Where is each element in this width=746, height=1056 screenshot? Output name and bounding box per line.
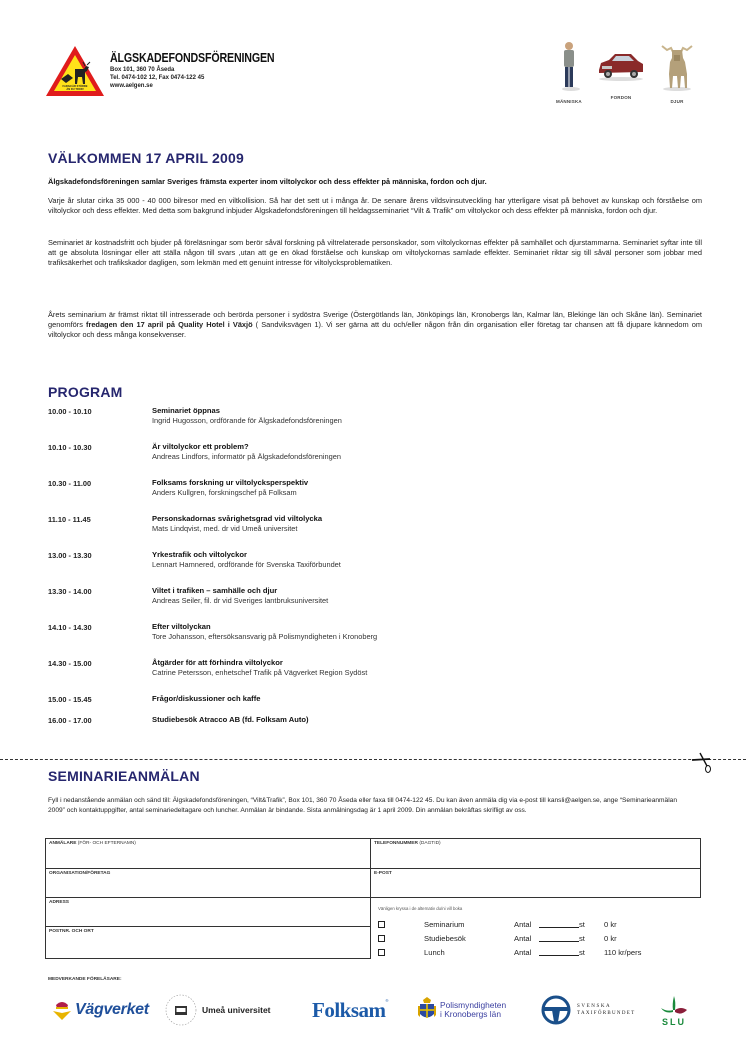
police-coat-of-arms-icon — [417, 997, 437, 1023]
seminarium-checkbox[interactable] — [378, 921, 385, 928]
steering-wheel-icon — [540, 995, 572, 1025]
program-item — [48, 715, 468, 733]
address-field-label: ADRESS — [49, 900, 69, 905]
option-name: Lunch — [424, 948, 445, 957]
organization-address: Box 101, 360 70 Åseda — [110, 67, 175, 73]
program-time: 15.00 - 15.45 — [48, 695, 92, 704]
option-price: 110 kr/pers — [604, 948, 642, 957]
email-field-label: E-POST — [374, 871, 392, 876]
program-session-title: Personskadornas svårighetsgrad vid viltolycka — [152, 514, 323, 523]
vagverket-logo-text: Vägverket — [75, 1001, 149, 1018]
partners-label: MEDVERKANDE FÖRELÄSARE: — [48, 977, 122, 982]
program-session-title: Viltet i trafiken – samhälle och djur — [152, 586, 278, 595]
picture-caption-human: MÄNNISKA — [556, 99, 582, 104]
registered-mark-icon: ® — [385, 998, 389, 1003]
program-item — [48, 406, 468, 442]
umea-seal-icon — [164, 993, 198, 1027]
lunch-checkbox[interactable] — [378, 949, 385, 956]
program-title: PROGRAM — [48, 384, 123, 400]
partner-slu — [659, 990, 689, 1030]
welcome-paragraph-2: Seminariet är kostnadsfritt och bjuder på föreläsningar som berör såväl forskning på viltrelaterade personskador, som viltolyckornas effekter på samhället och djurstammarna. Seminariet syftar inte till att ge absoluta lösningar eller att ställa någon till svars ,utan att ge en ökad förståelse och kunskap om viltolyckornas samlade effekter. Seminariet riktar sig till såväl personer som jobbar med trafiksäkerhet och trafikskador dagligen, som lekmän med ett genuint intresse för viltolycksproblematiken. — [48, 238, 702, 267]
studiebesok-quantity-input[interactable] — [539, 941, 579, 942]
program-time: 10.00 - 10.10 — [48, 407, 92, 416]
program-session-title: Folksams forskning ur viltolycksperspektiv — [152, 478, 309, 487]
sign-text-1: FARAN ÄR STÖRRE — [62, 85, 88, 88]
email-field[interactable] — [370, 868, 701, 898]
program-speaker: Ingrid Hugosson, ordförande för Älgskadefondsföreningen — [152, 416, 342, 425]
welcome-lead: Älgskadefondsföreningen samlar Sveriges främsta experter inom viltolyckor och dess effekter på människa, fordon och djur. — [48, 177, 487, 186]
scissors-icon — [690, 751, 716, 775]
option-unit: st — [579, 920, 585, 929]
registration-instructions: Fyll i nedanstående anmälan och sänd till: Älgskadefondsföreningen, “Vilt&Trafik”, Box 101, 360 70 Åseda eller faxa till 0474-122 45. Du kan även anmäla dig via e-post till kansli@aelgen.se, ange “Seminarieanmälan 2009” och kontaktuppgifter, antal seminariedeltagare och luncher. Anmälan är bindande. Sista anmälningsdag är 1 april 2009. Din anmälan bekräftas skrifligt av oss. — [48, 797, 678, 815]
program-speaker: Andreas Seiler, fil. dr vid Sveriges lantbruksuniversitet — [152, 596, 329, 605]
vagverket-crown-icon — [52, 999, 72, 1021]
option-price: 0 kr — [604, 920, 617, 929]
taxi-logo-line-2: TAXIFÖRBUNDET — [577, 1011, 636, 1016]
partner-folksam — [312, 990, 388, 1030]
address-field[interactable] — [45, 897, 371, 927]
slu-logo-text: SLU — [662, 1016, 686, 1027]
picture-caption-moose: DJUR — [670, 99, 684, 104]
form-divider — [370, 897, 371, 959]
program-session-title: Efter viltolyckan — [152, 622, 211, 631]
umea-logo-text: Umeå universitet — [202, 1005, 271, 1015]
moose-icon — [659, 40, 695, 92]
partner-polismyndigheten — [417, 990, 506, 1030]
organization-name: ÄLGSKADEFONDSFÖRENINGEN — [110, 50, 275, 65]
welcome-paragraph-1: Varje år slutar cirka 35 000 - 40 000 bilresor med en viltkollision. Så har det sett ut i många år. De senare årens vildsvinsutveckling har ytterligare visat på behovet av kunskap och förståelse om viltolyckor och dess effekter. Med detta som bakgrund inbjuder Älgskadefondsföreningen till heldagsseminariet “Vilt & Trafik” om viltolyckor och dess effekter på människa, fordon och djur. — [48, 196, 702, 215]
name-field[interactable] — [45, 838, 371, 869]
picture-human — [556, 40, 582, 104]
option-antal-label: Antal — [514, 934, 532, 943]
phone-field[interactable] — [370, 838, 701, 869]
seminarium-quantity-input[interactable] — [539, 927, 579, 928]
program-item — [48, 586, 468, 622]
name-field-sublabel: (FÖR- OCH EFTERNAMN) — [77, 841, 136, 846]
picture-caption-car: FORDON — [610, 95, 632, 100]
picture-car — [596, 50, 646, 100]
option-name: Studiebesök — [424, 934, 466, 943]
organization-phone-fax: Tel. 0474-102 12, Fax 0474-122 45 — [110, 75, 205, 81]
program-item — [48, 658, 468, 694]
program-time: 14.30 - 15.00 — [48, 659, 92, 668]
human-icon — [557, 40, 581, 92]
partner-vagverket — [52, 990, 149, 1030]
zip-city-field-label: POSTNR. OCH ORT — [49, 929, 94, 934]
program-speaker: Mats Lindqvist, med. dr vid Umeå universitet — [152, 524, 298, 533]
police-logo-line-1: Polismyndigheten — [440, 1000, 507, 1010]
studiebesok-checkbox[interactable] — [378, 935, 385, 942]
partner-svenska-taxiforbundet — [540, 990, 635, 1030]
program-speaker: Catrine Petersson, enhetschef Trafik på Vägverket Region Sydöst — [152, 668, 368, 677]
option-seminarium — [378, 918, 698, 931]
lunch-quantity-input[interactable] — [539, 955, 579, 956]
option-unit: st — [579, 934, 585, 943]
welcome-paragraph-3 — [48, 310, 702, 339]
organization-field[interactable] — [45, 868, 371, 898]
organization-website[interactable]: www.aelgen.se — [110, 83, 153, 89]
program-time: 13.00 - 13.30 — [48, 551, 92, 560]
program-time: 10.30 - 11.00 — [48, 479, 92, 488]
program-speaker: Lennart Hamnered, ordförande för Svenska Taxiförbundet — [152, 560, 341, 569]
paragraph-3-venue: fredagen den 17 april på Quality Hotel i Växjö — [85, 319, 253, 329]
program-speaker: Tore Johansson, eftersöksansvarig på Polismyndigheten i Kronoberg — [152, 632, 378, 641]
option-studiebesok — [378, 932, 698, 945]
program-session-title: Studiebesök Atracco AB (fd. Folksam Auto) — [152, 715, 309, 724]
moose-warning-sign-logo — [44, 44, 106, 98]
option-name: Seminarium — [424, 920, 465, 929]
registration-title: SEMINARIEANMÄLAN — [48, 768, 200, 784]
program-session-title: Yrkestrafik och viltolyckor — [152, 550, 247, 559]
folksam-logo-text: Folksam — [312, 997, 386, 1022]
sign-text-2: ÄN DU TROR! — [66, 88, 84, 91]
picture-moose — [659, 40, 695, 104]
program-item — [48, 478, 468, 514]
option-lunch — [378, 946, 698, 959]
program-item — [48, 442, 468, 478]
taxi-logo-line-1: SVENSKA — [577, 1004, 612, 1009]
option-antal-label: Antal — [514, 948, 532, 957]
program-session-title: Seminariet öppnas — [152, 406, 220, 415]
car-icon — [596, 50, 646, 82]
options-hint: Vänligen kryssa i de alternativ du/ni vill boka — [378, 906, 463, 911]
name-field-label: ANMÄLARE — [49, 841, 77, 846]
program-speaker: Anders Kullgren, forskningschef på Folksam — [152, 488, 297, 497]
phone-field-sublabel: (DAGTID) — [419, 841, 441, 846]
zip-city-field[interactable] — [45, 926, 371, 959]
program-speaker: Andreas Lindfors, informatör på Älgskadefondsföreningen — [152, 452, 341, 461]
paragraph-3-text-b: ( Sandviksvägen 1). Vi ser gärna att du och/eller någon från din organisation eller företag tar chansen att få djupare kännedom om viltolyckor och dess många konsekvenser. — [48, 319, 702, 339]
police-logo-line-2: i Kronobergs län — [440, 1009, 501, 1019]
program-session-title: Frågor/diskussioner och kaffe — [152, 694, 261, 703]
program-time: 10.10 - 10.30 — [48, 443, 92, 452]
program-time: 16.00 - 17.00 — [48, 716, 92, 725]
program-list — [48, 406, 468, 733]
program-session-title: Åtgärder för att förhindra viltolyckor — [152, 658, 283, 667]
program-session-title: Är viltolyckor ett problem? — [152, 442, 249, 451]
program-item — [48, 550, 468, 586]
welcome-title: VÄLKOMMEN 17 APRIL 2009 — [48, 150, 244, 166]
cut-line-divider — [0, 759, 746, 760]
program-time: 14.10 - 14.30 — [48, 623, 92, 632]
program-item — [48, 514, 468, 550]
program-time: 13.30 - 14.00 — [48, 587, 92, 596]
paragraph-3-text-a: Årets seminarium är främst riktat till intresserade och berörda personer i sydöstra Sverige (Östergötlands län, Jönköpings län, Kronobergs län, Kalmar län, Blekinge län och Skåne län). Seminariet genomförs — [48, 310, 702, 329]
program-item — [48, 694, 468, 715]
organization-contact — [110, 50, 311, 90]
phone-field-label: TELEFONNUMMER — [374, 841, 418, 846]
program-item — [48, 622, 468, 658]
option-antal-label: Antal — [514, 920, 532, 929]
option-price: 0 kr — [604, 934, 617, 943]
program-time: 11.10 - 11.45 — [48, 515, 91, 524]
slu-leaf-icon — [659, 994, 689, 1018]
option-unit: st — [579, 948, 585, 957]
partner-umea-universitet — [164, 990, 271, 1030]
organization-field-label: ORGANISATION/FÖRETAG — [49, 871, 111, 876]
